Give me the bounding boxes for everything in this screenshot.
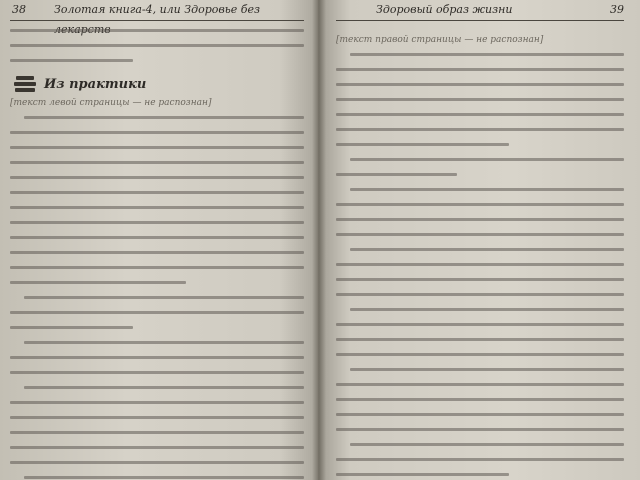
text-placeholder: [текст левой страницы — не распознан] — [10, 98, 212, 108]
text-line — [10, 29, 304, 32]
right-running-header: Здоровый образ жизни — [376, 3, 513, 16]
text-line — [336, 233, 624, 236]
text-line — [350, 188, 624, 191]
left-page-number: 38 — [12, 3, 26, 16]
text-line — [336, 143, 509, 146]
text-line — [336, 323, 624, 326]
text-line — [336, 98, 624, 101]
text-line — [10, 131, 304, 134]
text-line — [336, 413, 624, 416]
text-line — [336, 428, 624, 431]
text-line — [10, 416, 304, 419]
right-page-body — [336, 35, 624, 476]
text-line — [10, 311, 304, 314]
text-line — [336, 128, 624, 131]
text-line — [10, 431, 304, 434]
text-line — [10, 191, 304, 194]
text-line — [336, 83, 624, 86]
text-line — [350, 53, 624, 56]
text-line — [336, 278, 624, 281]
text-line — [24, 116, 304, 119]
text-line — [10, 44, 304, 47]
text-line — [10, 251, 304, 254]
book-gutter — [312, 0, 326, 480]
text-line — [10, 266, 304, 269]
right-page — [318, 0, 640, 480]
text-line — [336, 218, 624, 221]
text-line — [10, 161, 304, 164]
text-line — [24, 296, 304, 299]
text-placeholder: [текст правой страницы — не распознан] — [336, 35, 544, 45]
text-line — [336, 68, 624, 71]
text-line — [336, 473, 509, 476]
right-page-header — [336, 0, 624, 21]
section-heading — [14, 76, 304, 92]
left-page-body — [10, 29, 304, 479]
text-line — [10, 461, 304, 464]
text-line — [336, 383, 624, 386]
text-line — [10, 221, 304, 224]
text-line — [10, 446, 304, 449]
left-running-header: Золотая книга-4, или Здоровье без — [54, 3, 260, 16]
text-line — [350, 158, 624, 161]
text-line — [10, 356, 304, 359]
text-line — [10, 236, 304, 239]
text-line — [10, 281, 186, 284]
text-line — [10, 206, 304, 209]
text-line — [10, 176, 304, 179]
text-line — [336, 293, 624, 296]
text-line — [10, 326, 133, 329]
text-line — [350, 443, 624, 446]
text-line — [350, 368, 624, 371]
text-line — [24, 341, 304, 344]
text-line — [336, 203, 624, 206]
text-line — [336, 458, 624, 461]
text-line — [336, 338, 624, 341]
text-line — [336, 113, 624, 116]
left-page-header — [10, 0, 304, 21]
book-stack-icon — [14, 76, 36, 92]
section-heading-label: Из практики — [44, 76, 147, 92]
text-line — [10, 146, 304, 149]
text-line — [336, 173, 457, 176]
left-page — [0, 0, 318, 480]
text-line — [24, 386, 304, 389]
text-line — [10, 371, 304, 374]
text-line — [24, 476, 304, 479]
right-page-number: 39 — [610, 3, 624, 16]
text-line — [336, 398, 624, 401]
text-line — [336, 263, 624, 266]
text-line — [350, 308, 624, 311]
text-line — [10, 59, 133, 62]
text-line — [336, 353, 624, 356]
text-line — [350, 248, 624, 251]
text-line — [10, 401, 304, 404]
